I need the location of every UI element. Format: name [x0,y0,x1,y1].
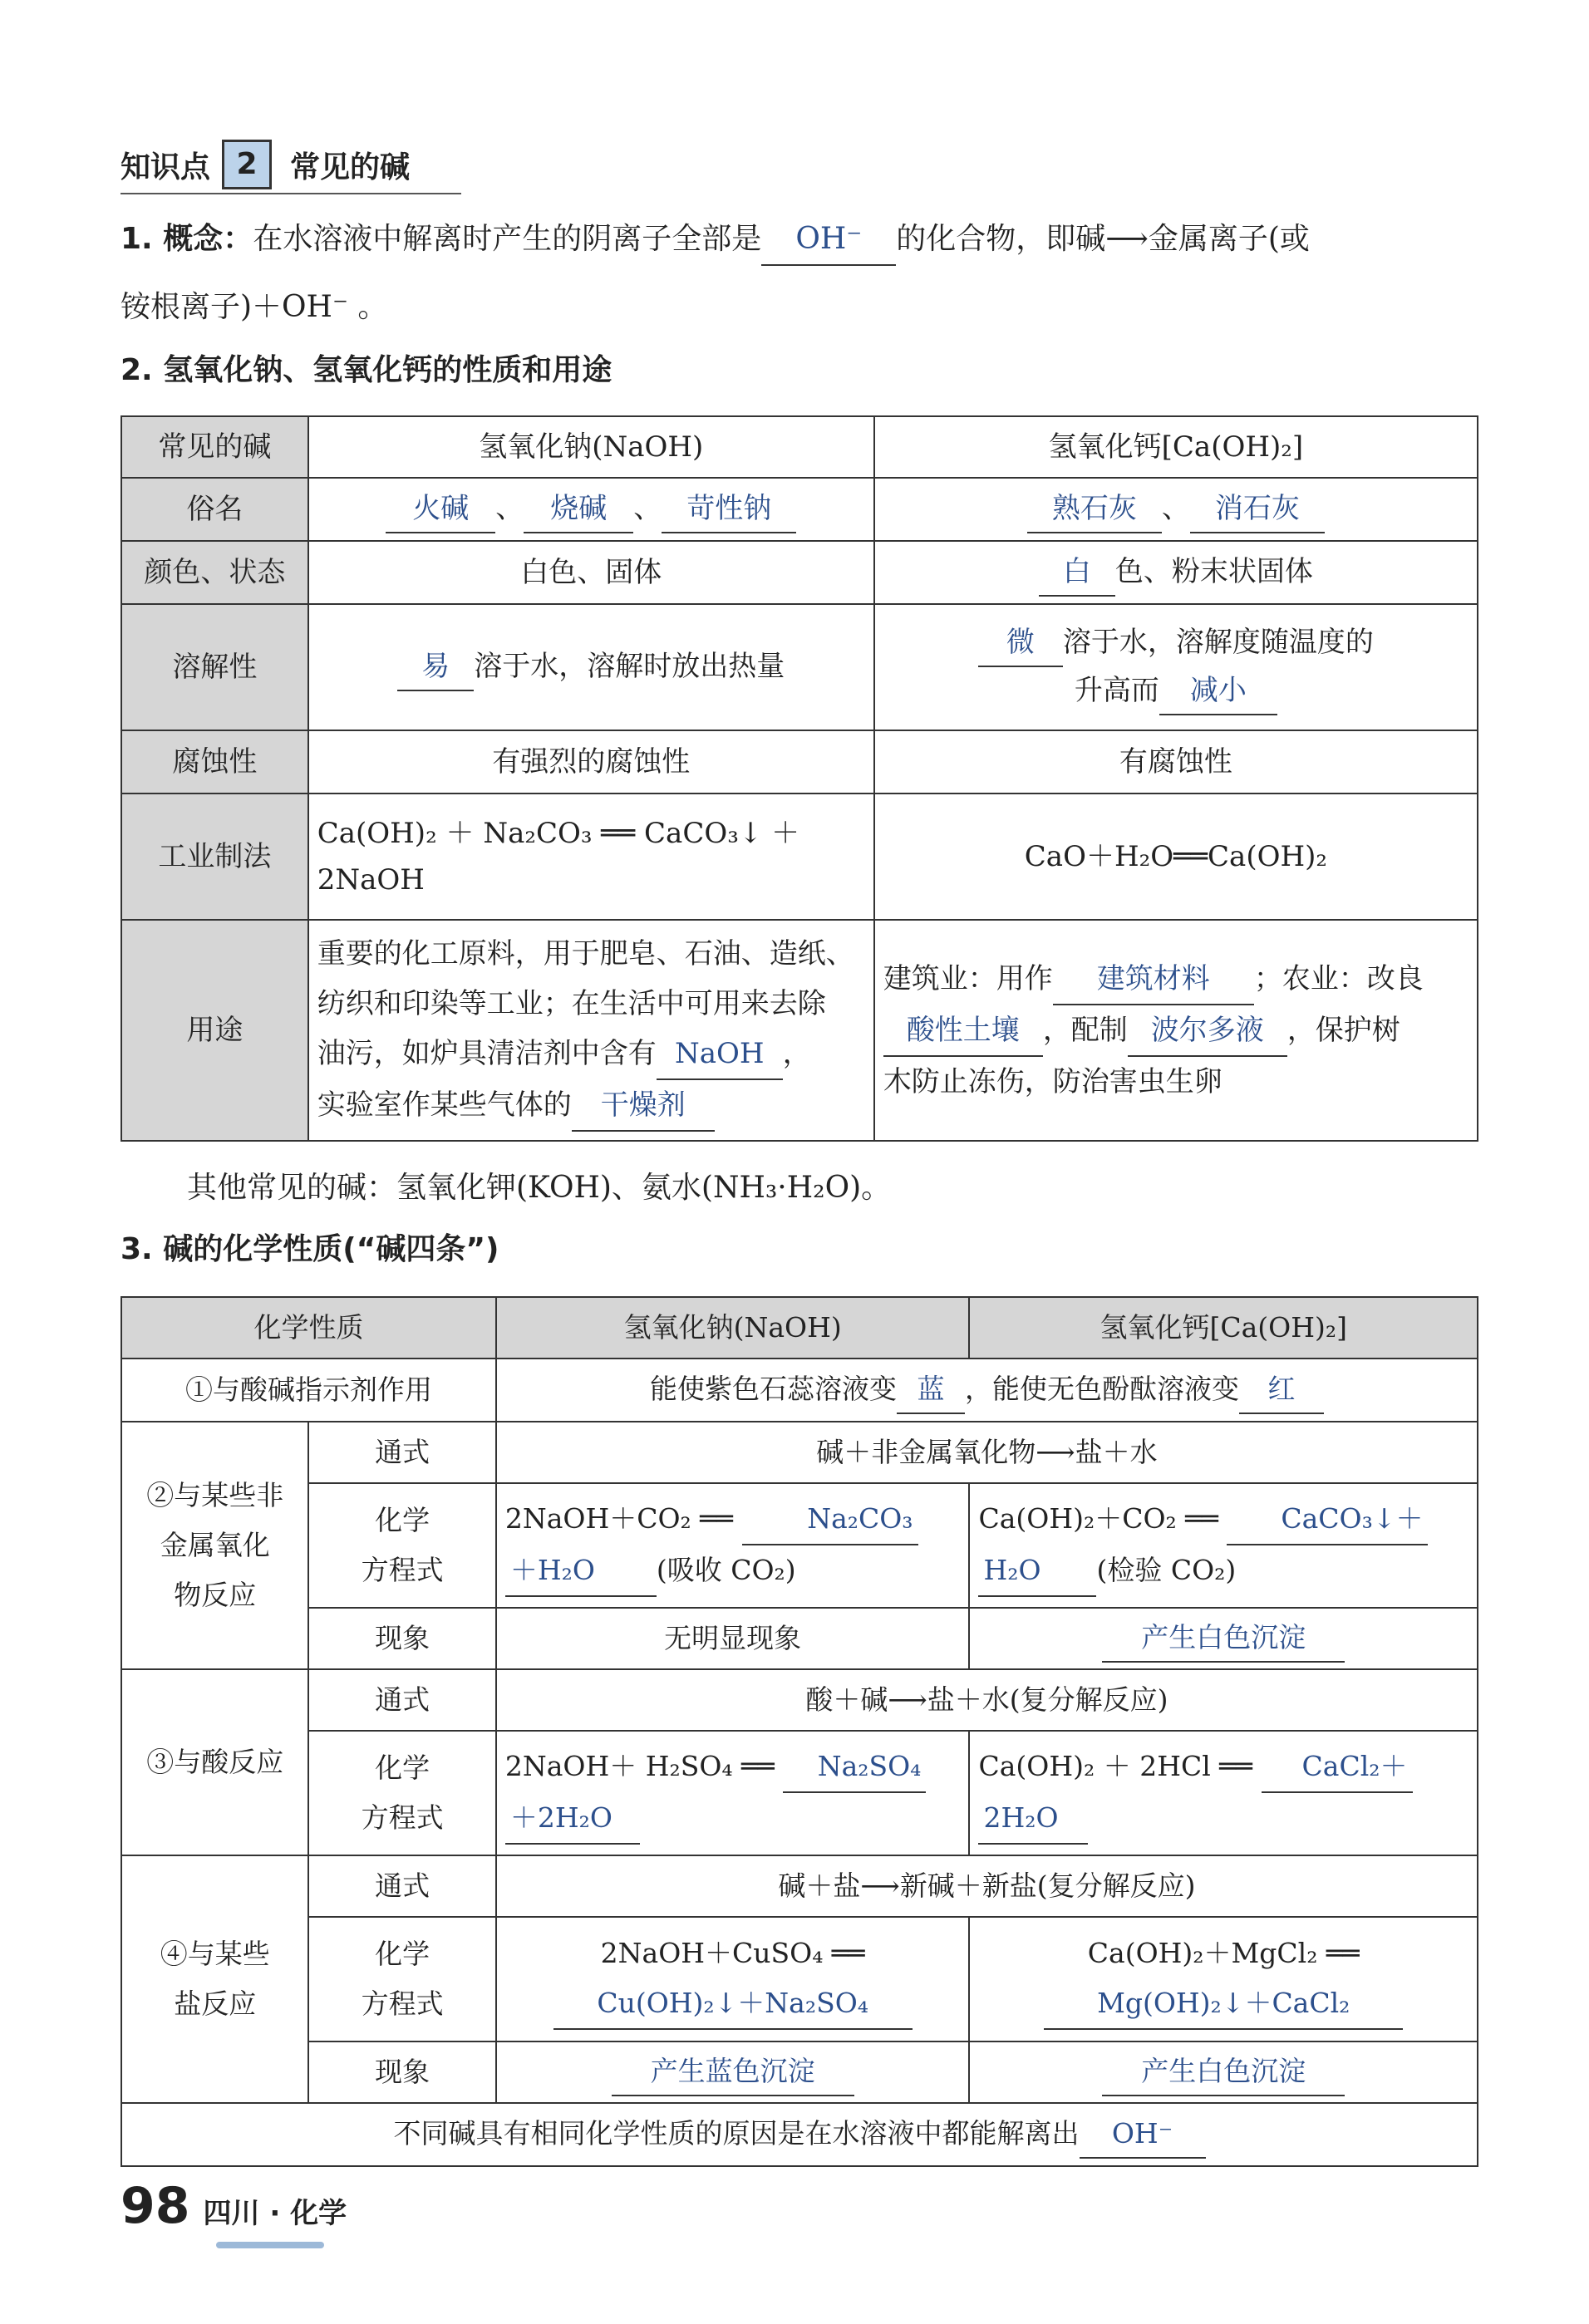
table1-header-base: 常见的碱 [121,416,308,478]
heading-underline [121,193,461,194]
row-label-industry: 工业制法 [121,794,308,920]
table1-header-caoh: 氢氧化钙[Ca(OH)₂] [874,416,1478,478]
caoh-industry: CaO＋H₂O══Ca(OH)₂ [874,794,1478,920]
caoh-salt-equation: Ca(OH)₂＋MgCl₂ ══ Mg(OH)₂↓＋CaCl₂ [969,1917,1478,2041]
section-title: 常见的碱 [290,150,411,184]
section-label: 知识点 [121,150,211,184]
salt-general-label: 通式 [308,1855,495,1917]
subsection-2-title: 2. 氢氧化钠、氢氧化钙的性质和用途 [121,353,612,387]
caoh-acid-equation: Ca(OH)₂ ＋ 2HCl ══ CaCl₂＋ 2H₂O [969,1731,1478,1855]
section-heading [121,140,410,189]
acid-general-formula: 酸＋碱⟶盐＋水(复分解反应) [496,1669,1478,1731]
naoh-common-names: 火碱 、 烧碱 、 苛性钠 [308,478,874,541]
nonmetal-equation-label: 化学 方程式 [308,1483,495,1608]
acid-equation-label: 化学 方程式 [308,1731,495,1855]
naoh-solubility: 易 溶于水，溶解时放出热量 [308,604,874,730]
concept-prefix: 1. 概念： [121,222,253,256]
naoh-salt-phenomenon: 产生蓝色沉淀 [496,2041,970,2103]
caoh-common-names: 熟石灰 、 消石灰 [874,478,1478,541]
naoh-uses: 重要的化工原料，用于肥皂、石油、造纸、 纺织和印染等工业；在生活中可用来去除 油污，如炉具清洁剂中含有 NaOH ， 实验室作某些气体的 干燥剂 [308,920,874,1141]
naoh-color: 白色、固体 [308,541,874,604]
concept-text-before: 在水溶液中解离时产生的阴离子全部是 [253,222,762,256]
naoh-industry: Ca(OH)₂ ＋ Na₂CO₃ ══ CaCO₃↓ ＋ 2NaOH [308,794,874,920]
caoh-co2-phenomenon: 产生白色沉淀 [969,1608,1478,1669]
row-label-common-name: 俗名 [121,478,308,541]
caoh-corrosive: 有腐蚀性 [874,730,1478,794]
concept-text-after: 的化合物，即碱⟶金属离子(或 [896,222,1310,256]
acid-reaction-label: ③与酸反应 [121,1669,308,1855]
row-label-color: 颜色、状态 [121,541,308,604]
table1-header-naoh: 氢氧化钠(NaOH) [308,416,874,478]
concept-answer: OH⁻ [761,214,896,266]
naoh-salt-equation: 2NaOH＋CuSO₄ ══ Cu(OH)₂↓＋Na₂SO₄ [496,1917,970,2041]
concept-line2: 铵根离子)＋OH⁻ 。 [121,290,388,324]
caoh-solubility: 微 溶于水，溶解度随温度的 升高而 减小 [874,604,1478,730]
caoh-color: 白 色、粉末状固体 [874,541,1478,604]
nonmetal-oxide-label: ②与某些非 金属氧化 物反应 [121,1422,308,1669]
footer-label: 四川 · 化学 [203,2197,347,2230]
summary-row: 不同碱具有相同化学性质的原因是在水溶液中都能解离出 OH⁻ [121,2103,1478,2166]
caoh-salt-phenomenon: 产生白色沉淀 [969,2041,1478,2103]
page-number: 98 [121,2177,190,2235]
nonmetal-general-formula: 碱＋非金属氧化物⟶盐＋水 [496,1422,1478,1483]
salt-phenomenon-label: 现象 [308,2041,495,2103]
table2-header-property: 化学性质 [121,1297,496,1359]
other-bases-note: 其他常见的碱：氢氧化钾(KOH)、氨水(NH₃·H₂O)。 [187,1171,892,1205]
naoh-corrosive: 有强烈的腐蚀性 [308,730,874,794]
indicator-label: ①与酸碱指示剂作用 [121,1359,496,1422]
naoh-co2-phenomenon: 无明显现象 [496,1608,970,1669]
row-label-solubility: 溶解性 [121,604,308,730]
acid-general-label: 通式 [308,1669,495,1731]
indicator-content: 能使紫色石蕊溶液变 蓝 ，能使无色酚酞溶液变 红 [496,1359,1478,1422]
nonmetal-general-label: 通式 [308,1422,495,1483]
salt-equation-label: 化学 方程式 [308,1917,495,2041]
caoh-co2-equation: Ca(OH)₂＋CO₂ ══ CaCO₃↓＋ H₂O (检验 CO₂) [969,1483,1478,1608]
table2-header-naoh: 氢氧化钠(NaOH) [496,1297,970,1359]
subsection-3-title: 3. 碱的化学性质(“碱四条”) [121,1232,499,1266]
page-footer [121,2177,347,2235]
salt-general-formula: 碱＋盐⟶新碱＋新盐(复分解反应) [496,1855,1478,1917]
footer-accent-bar [216,2242,324,2248]
chemical-properties-table [121,1296,1478,2167]
row-label-corrosive: 腐蚀性 [121,730,308,794]
concept-paragraph [121,214,1483,266]
naoh-acid-equation: 2NaOH＋ H₂SO₄ ══ Na₂SO₄ ＋2H₂O [496,1731,970,1855]
section-number-badge: 2 [222,140,272,189]
bases-properties-table [121,415,1478,1142]
salt-reaction-label: ④与某些 盐反应 [121,1855,308,2103]
row-label-uses: 用途 [121,920,308,1141]
nonmetal-phenomenon-label: 现象 [308,1608,495,1669]
caoh-uses: 建筑业：用作 建筑材料 ；农业：改良 酸性土壤 ，配制 波尔多液 ，保护树 木防止冻伤，防治害虫生卵 [874,920,1478,1141]
naoh-co2-equation: 2NaOH＋CO₂ ══ Na₂CO₃ ＋H₂O (吸收 CO₂) [496,1483,970,1608]
table2-header-caoh: 氢氧化钙[Ca(OH)₂] [969,1297,1478,1359]
